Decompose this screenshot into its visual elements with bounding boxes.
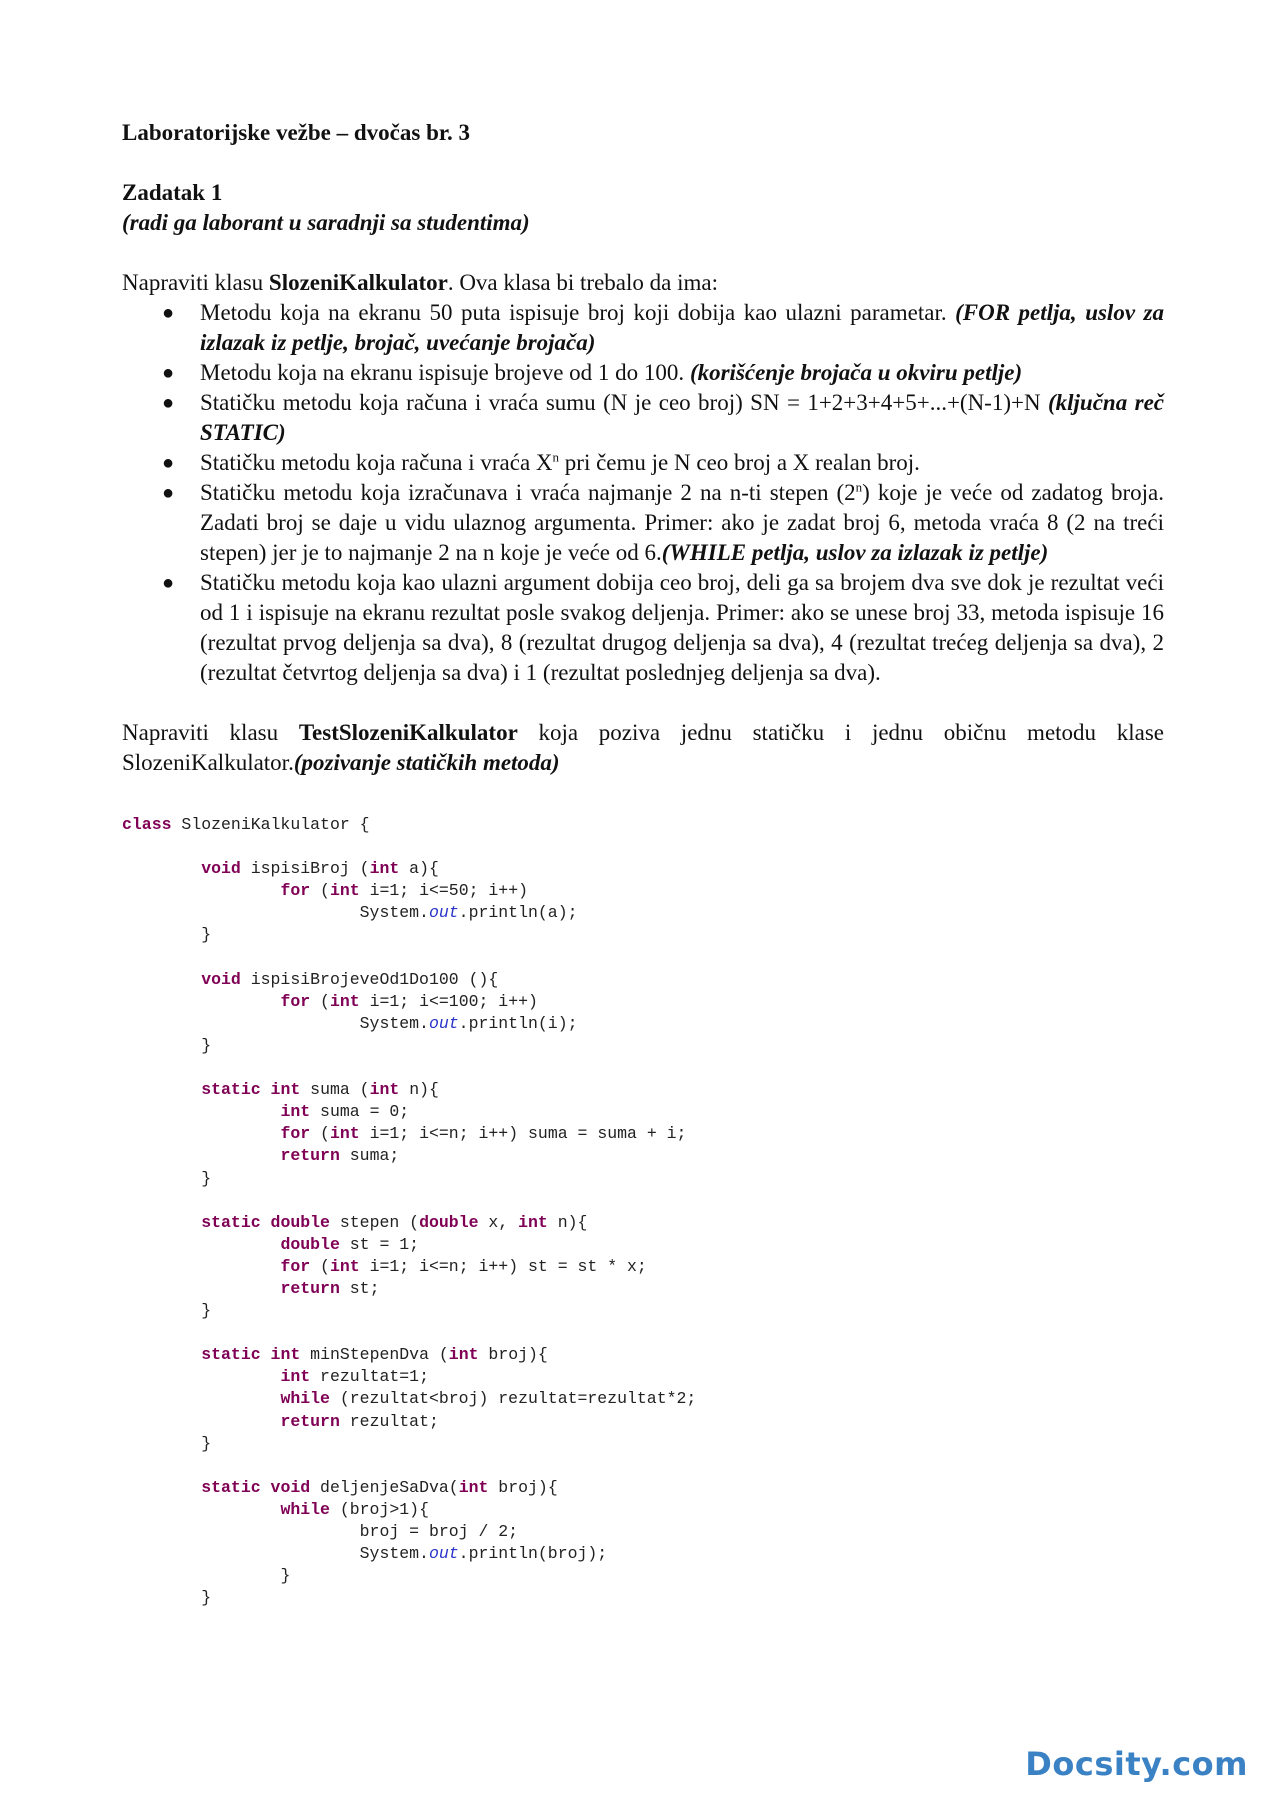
list-item-text: Statičku metodu koja računa i vraća X	[200, 450, 553, 475]
list-item	[162, 448, 1164, 478]
list-item-text: Statičku metodu koja kao ulazni argument dobija ceo broj, deli ga sa brojem dva sve dok je rezultat veći od 1 i ispisuje na ekranu rezultat posle svakog deljenja. Primer: ako se unese broj 33, metoda ispisuje 16 (rezultat prvog deljenja sa dva), 8 (rezultat drugog deljenja sa dva), 4 (rezultat trećeg deljenja sa dva), 2 (rezultat četvrtog deljenja sa dva) i 1 (rezultat poslednjeg deljenja sa dva).	[200, 570, 1164, 685]
list-item-text: pri čemu je N ceo broj a X realan broj.	[559, 450, 920, 475]
superscript: n	[855, 479, 863, 495]
list-item-text: Statičku metodu koja računa i vraća sumu (N je ceo broj) SN = 1+2+3+4+5+...+(N-1)+N	[200, 390, 1048, 415]
superscript: n	[552, 449, 560, 465]
code-line: for (int i=1; i<=n; i++) st = st * x;	[280, 1256, 647, 1276]
list-item-text: Metodu koja na ekranu 50 puta ispisuje broj koji dobija kao ulazni parametar.	[200, 300, 956, 325]
code-line	[122, 1455, 1164, 1477]
bullet-icon: ●	[162, 452, 175, 474]
code-line: double st = 1;	[280, 1234, 420, 1254]
bullet-icon: ●	[162, 482, 175, 504]
docsity-watermark: Docsity.com	[1025, 1745, 1248, 1783]
code-line: static int suma (int n){	[201, 1080, 439, 1100]
code-line: while (rezultat<broj) rezultat=rezultat*2;	[280, 1389, 697, 1409]
test-para-note: (pozivanje statičkih metoda)	[293, 750, 560, 775]
code-line: void ispisiBroj (int a){	[201, 859, 439, 879]
bullet-icon: ●	[162, 362, 175, 384]
list-item	[162, 478, 1164, 568]
code-line: }	[201, 1588, 212, 1608]
list-item-note: (ključna reč STATIC)	[200, 390, 1164, 445]
list-item-note: (WHILE petlja, uslov za izlazak iz petlje)	[661, 540, 1049, 565]
code-line: for (int i=1; i<=50; i++)	[280, 881, 529, 901]
list-item	[162, 388, 1164, 448]
list-item-text: Statičku metodu koja izračunava i vraća najmanje 2 na n-ti stepen (2	[200, 480, 856, 505]
list-item	[162, 358, 1164, 388]
code-line: System.out.println(a);	[359, 903, 578, 923]
code-line: int rezultat=1;	[280, 1367, 429, 1387]
code-line	[122, 1190, 1164, 1212]
intro-text-end: . Ova klasa bi trebalo da ima:	[447, 270, 718, 295]
code-line: }	[201, 1433, 212, 1453]
code-line: }	[201, 1168, 212, 1188]
intro-paragraph	[122, 268, 1164, 298]
code-line: for (int i=1; i<=n; i++) suma = suma + i;	[280, 1124, 687, 1144]
list-item-text: Metodu koja na ekranu ispisuje brojeve od 1 do 100.	[200, 360, 690, 385]
code-line: System.out.println(broj);	[359, 1544, 608, 1564]
code-line: class SlozeniKalkulator {	[122, 815, 370, 834]
code-line: while (broj>1){	[280, 1499, 429, 1519]
list-item	[162, 298, 1164, 358]
test-para-text: Napraviti klasu	[122, 720, 299, 745]
code-line: }	[201, 1301, 212, 1321]
code-line	[122, 947, 1164, 969]
code-line	[122, 1057, 1164, 1079]
code-line: return suma;	[280, 1146, 400, 1166]
code-line: }	[201, 925, 212, 945]
code-line	[122, 836, 1164, 858]
task-subtitle: (radi ga laborant u saradnji sa studentima)	[122, 210, 530, 235]
list-item-note: (korišćenje brojača u okviru petlje)	[689, 360, 1023, 385]
list-item-note: (FOR petlja, uslov za izlazak iz petlje, brojač, uvećanje brojača)	[200, 300, 1164, 355]
document-page	[122, 118, 1164, 1609]
task-heading: Zadatak 1	[122, 180, 223, 205]
requirements-list	[122, 298, 1164, 688]
code-line: System.out.println(i);	[359, 1013, 578, 1033]
code-line: return rezultat;	[280, 1411, 439, 1431]
code-line: int suma = 0;	[280, 1102, 410, 1122]
test-class-paragraph	[122, 718, 1164, 778]
class-name: SlozeniKalkulator	[268, 270, 448, 295]
code-line: static int minStepenDva (int broj){	[201, 1345, 548, 1365]
test-para-text: koja poziva jednu statičku i jednu običnu metodu klase SlozeniKalkulator.	[122, 720, 1164, 775]
bullet-icon: ●	[162, 302, 175, 324]
code-line	[122, 1322, 1164, 1344]
document-title: Laboratorijske vežbe – dvočas br. 3	[122, 120, 470, 145]
code-line: }	[280, 1566, 291, 1586]
code-line: }	[201, 1035, 212, 1055]
code-line: static void deljenjeSaDva(int broj){	[201, 1477, 558, 1497]
bullet-icon: ●	[162, 572, 175, 594]
intro-text: Napraviti klasu	[122, 270, 269, 295]
code-block	[122, 814, 1164, 1609]
code-line: broj = broj / 2;	[359, 1522, 519, 1541]
list-item	[162, 568, 1164, 688]
test-class-name: TestSlozeniKalkulator	[298, 720, 518, 745]
bullet-icon: ●	[162, 392, 175, 414]
code-line: for (int i=1; i<=100; i++)	[280, 991, 538, 1011]
code-line: static double stepen (double x, int n){	[201, 1212, 588, 1232]
code-line: return st;	[280, 1278, 380, 1298]
code-line: void ispisiBrojeveOd1Do100 (){	[201, 969, 499, 989]
list-item-text: ) koje je veće od zadatog broja. Zadati broj se daje u vidu ulaznog argumenta. Primer: ako je zadat broj 6, metoda vraća 8 (2 na treći stepen) jer je to najmanje 2 na n koje je veće od 6.	[200, 480, 1164, 565]
